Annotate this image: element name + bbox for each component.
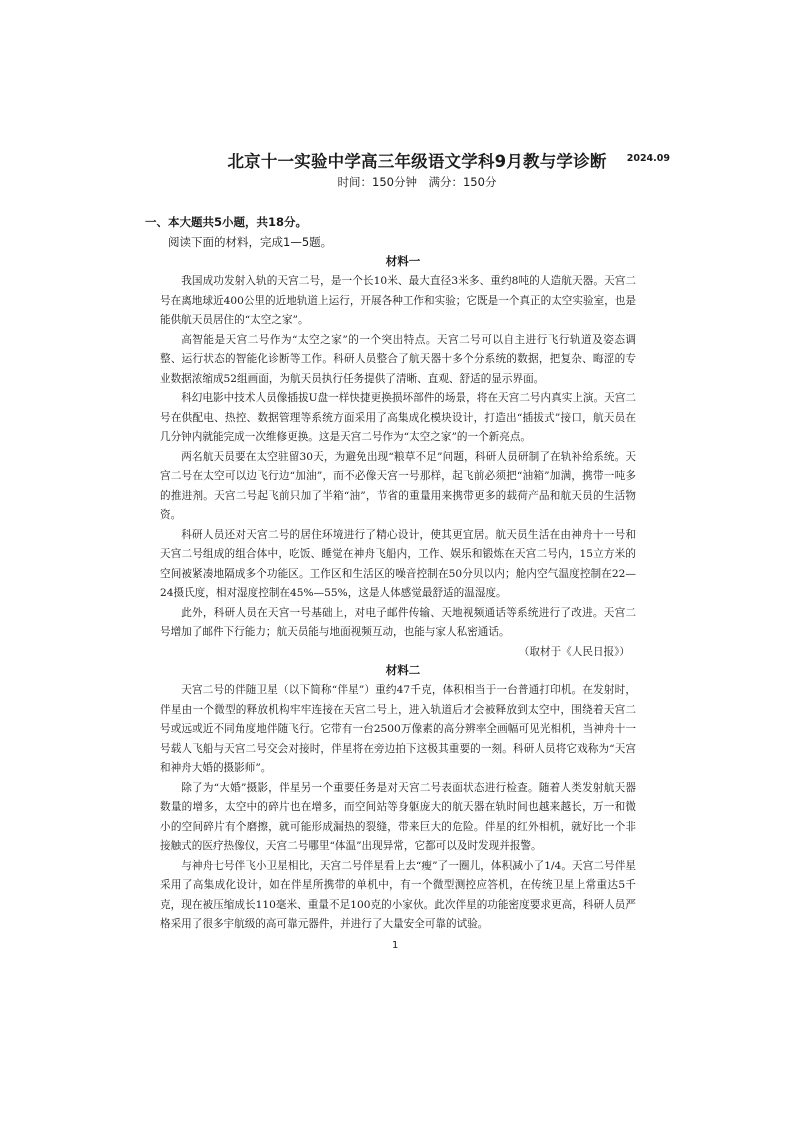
- material-one-paragraph: 我国成功发射入轨的天宫二号，是一个长10米、最大直径3米多、重约8吨的人造航天器。天宫二号在离地球近400公里的近地轨道上运行，开展各种工作和实验；它既是一个真正的太空实验室，也是能供航天员居住的“太空之家”。: [160, 275, 636, 326]
- material-one-paragraph: 两名航天员要在太空驻留30天，为避免出现“粮草不足”问题，科研人员研制了在轨补给系统。天宫二号在太空可以边飞行边“加油”，而不必像天宫一号那样，起飞前必须把“油箱”加满，携带一吨多的推进剂。天宫二号起飞前只加了半箱“油”，节省的重量用来携带更多的载荷产品和航天员的生活物资。: [160, 450, 636, 521]
- title-row: [198, 148, 670, 174]
- material-two-paragraph: 除了为“大婚”摄影，伴星另一个重要任务是对天宫二号表面状态进行检查。随着人类发射航天器数量的增多，太空中的碎片也在增多，而空间站等身躯庞大的航天器在轨时间也越来越长，万一和微小的空间碎片有个磨擦，就可能形成漏热的裂缝，带来巨大的危险。伴星的红外相机，就好比一个非接触式的医疗热像仪，天宫二号哪里“体温”出现异常，它都可以及时发现并报警。: [160, 781, 636, 852]
- material-one-source: （取材于《人民日报》）: [518, 645, 630, 658]
- material-one-title: 材料一: [385, 254, 421, 268]
- exam-info: 时间：150分钟 满分：150分: [337, 175, 497, 189]
- document-title: 北京十一实验中学高三年级语文学科9月教与学诊断: [227, 152, 607, 171]
- material-one-paragraph: 高智能是天宫二号作为“太空之家”的一个突出特点。天宫二号可以自主进行飞行轨道及姿态调整、运行状态的智能化诊断等工作。科研人员整合了航天器十多个分系统的数据，把复杂、晦涩的专业数据浓缩成52组画面，为航天员执行任务提供了清晰、直观、舒适的显示界面。: [160, 333, 636, 385]
- section-heading: 一、本大题共5小题，共18分。: [145, 215, 308, 229]
- material-one-paragraph: 科研人员还对天宫二号的居住环境进行了精心设计，使其更宜居。航天员生活在由神舟十一号和天宫二号组成的组合体中，吃饭、睡觉在神舟飞船内，工作、娱乐和锻炼在天宫二号内，15立方米的空间被紧凑地隔成多个功能区。工作区和生活区的噪音控制在50分贝以内；舱内空气温度控制在22—24摄氏度，相对湿度控制在45%—55%，这是人体感觉最舒适的温湿度。: [160, 528, 636, 599]
- material-one-paragraph: 科幻电影中技术人员像插拔U盘一样快捷更换损坏部件的场景，将在天宫二号内真实上演。天宫二号在供配电、热控、数据管理等系统方面采用了高集成化模块设计，打造出“插拔式”接口，航天员在几分钟内就能完成一次维修更换。这是天宫二号作为“太空之家”的一个新亮点。: [160, 392, 636, 443]
- document-date: 2024.09: [626, 153, 670, 164]
- material-two-title: 材料二: [385, 663, 421, 677]
- material-two-paragraph: 天宫二号的伴随卫星（以下简称“伴星”）重约47千克，体积相当于一台普通打印机。在发射时，伴星由一个微型的释放机构牢牢连接在天宫二号上，进入轨道后才会被释放到太空中，围绕着天宫二号或远或近不同角度地伴随飞行。它带有一台2500万像素的高分辨率全画幅可见光相机，当神舟十一号载人飞船与天宫二号交会对接时，伴星将在旁边拍下这极其重要的一刻。科研人员将它戏称为“天宫和神舟大婚的摄影师”。: [160, 684, 636, 774]
- material-one-paragraph: 此外，科研人员在天宫一号基础上，对电子邮件传输、天地视频通话等系统进行了改进。天宫二号增加了邮件下行能力；航天员能与地面视频互动，也能与家人私密通话。: [160, 606, 636, 638]
- document-page: [145, 148, 670, 935]
- section-instruction: 阅读下面的材料，完成1—5题。: [168, 235, 333, 249]
- material-two-paragraph: 与神舟七号伴飞小卫星相比，天宫二号伴星看上去“瘦”了一圈儿，体积减小了1/4。天宫二号伴星采用了高集成化设计，如在伴星所携带的单机中，有一个微型测控应答机，在传统卫星上常重达5千克，现在被压缩成长110毫米、重量不足100克的小家伙。此次伴星的功能密度要求更高，科研人员严格采用了很多宇航级的高可靠元器件，并进行了大量安全可靠的试验。: [160, 859, 636, 930]
- page-number: 1: [392, 940, 399, 951]
